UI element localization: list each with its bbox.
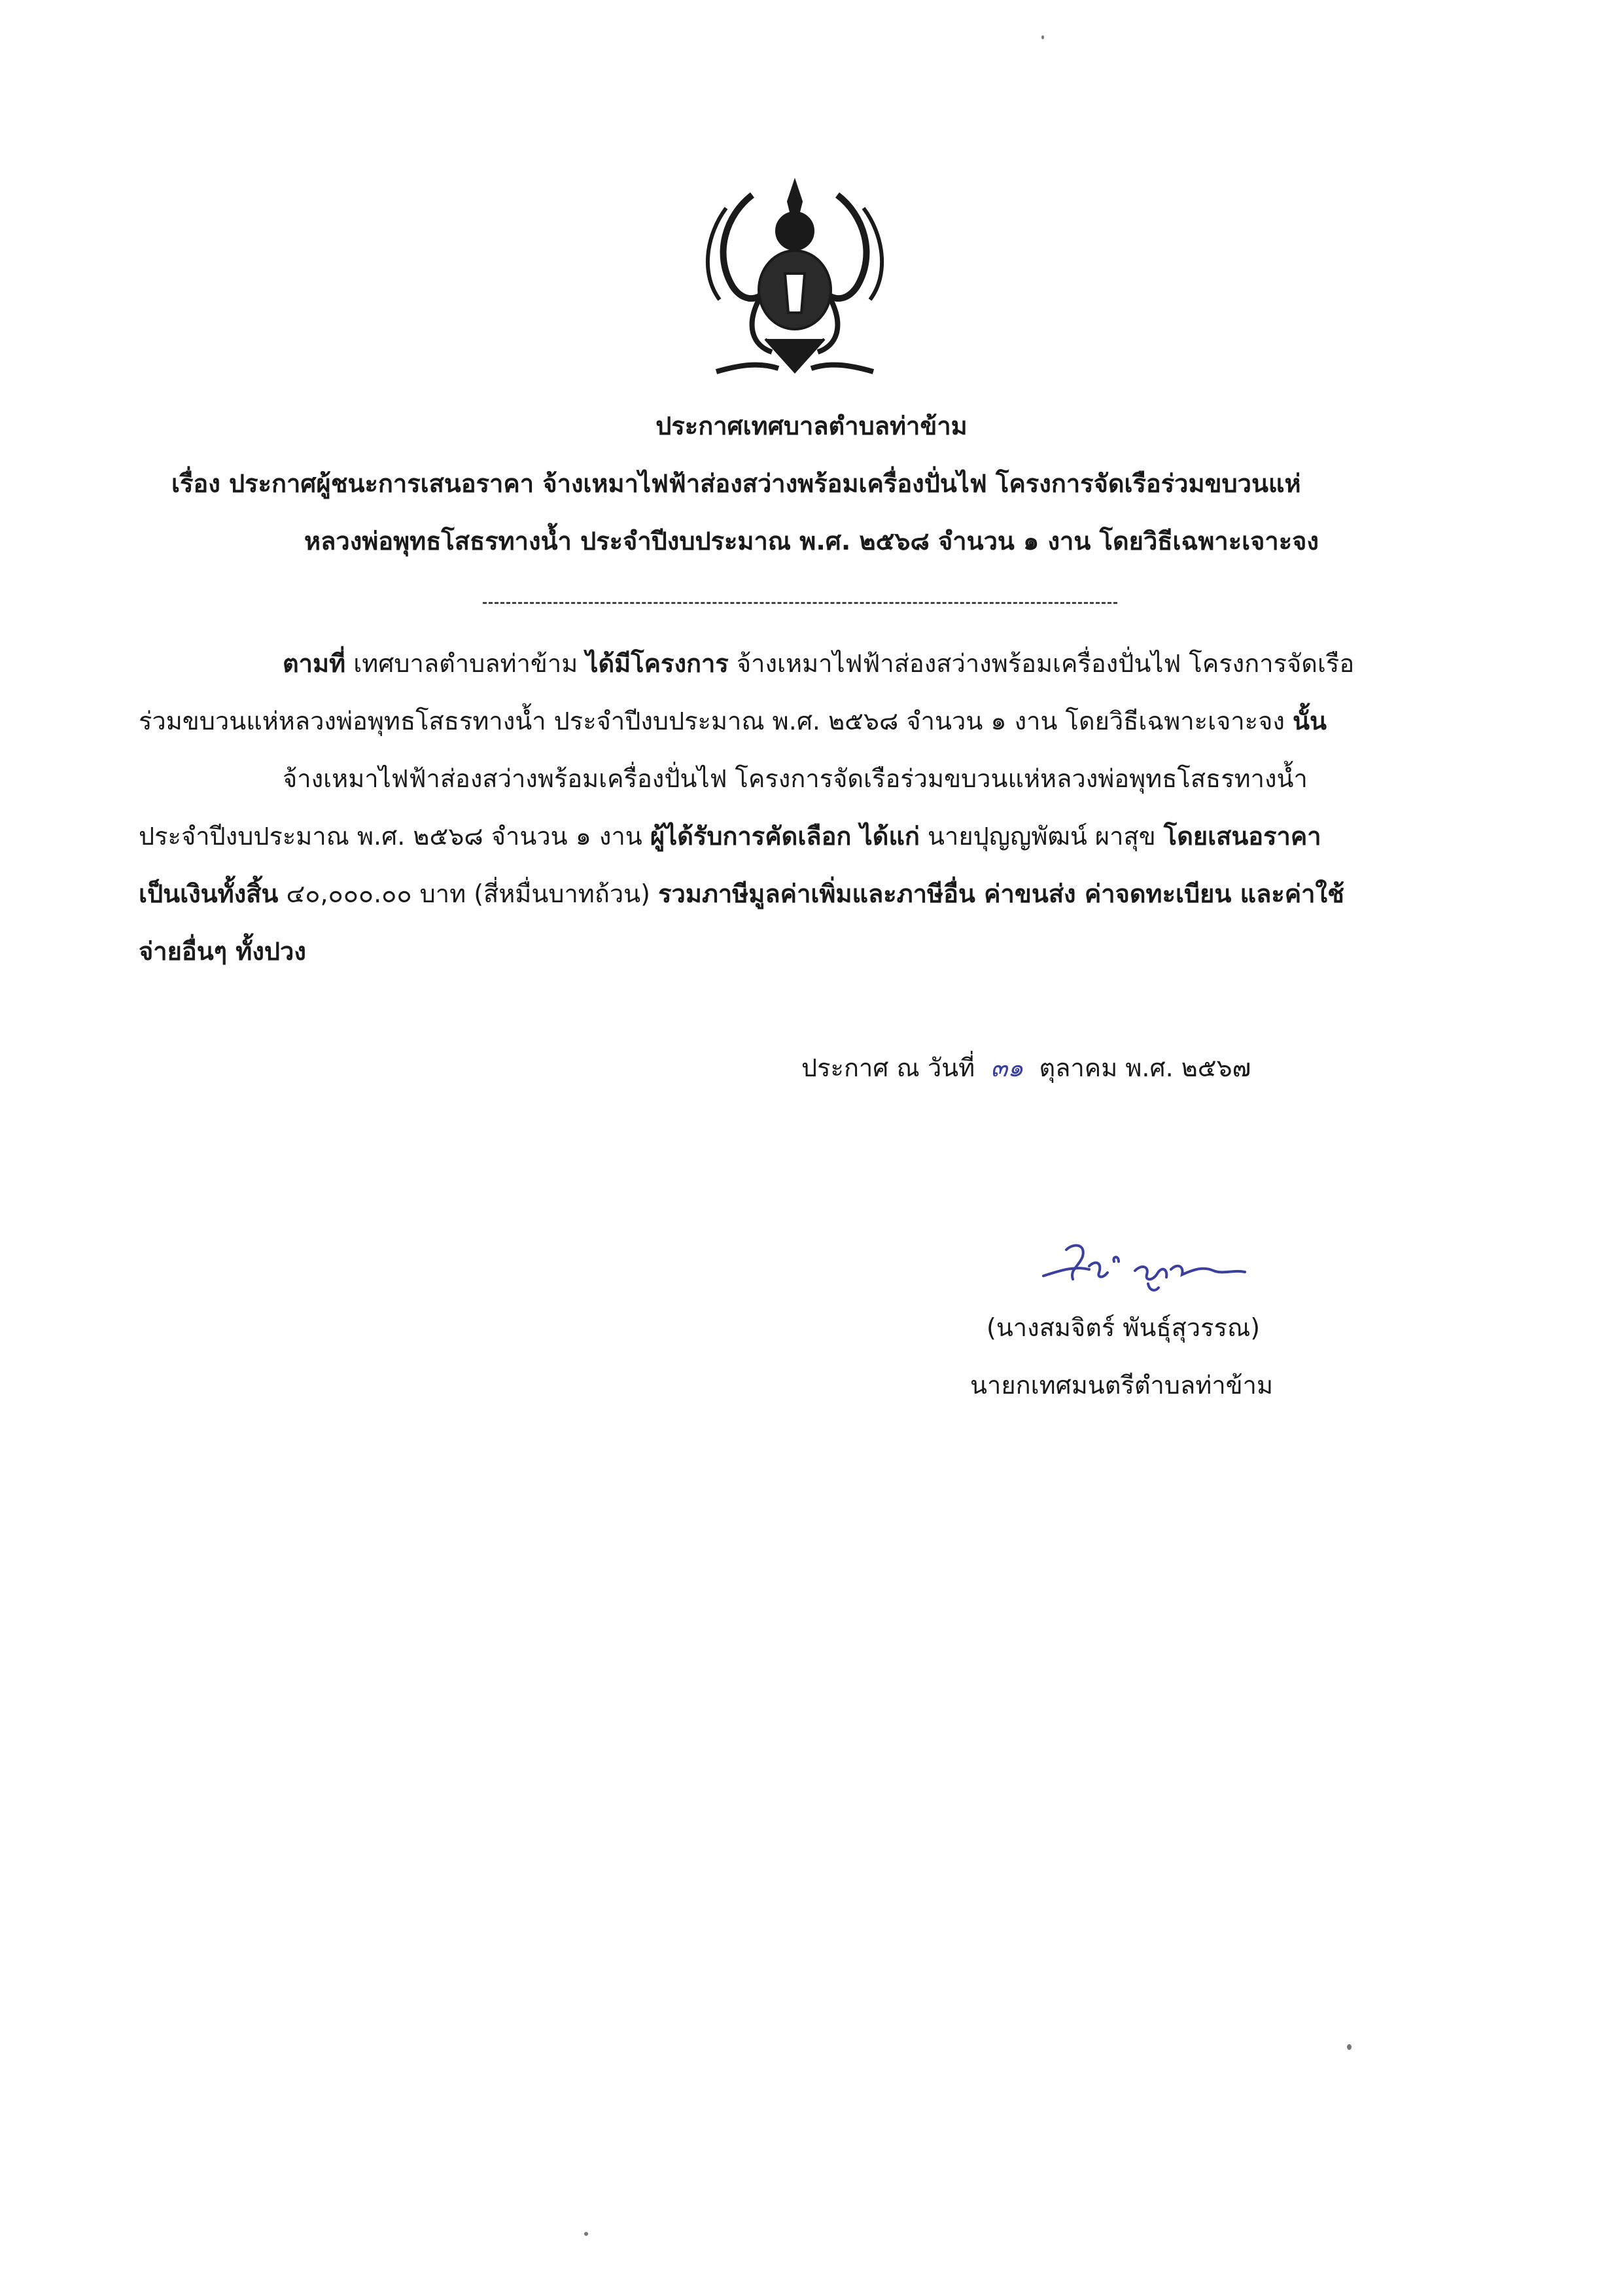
scan-speck xyxy=(1041,35,1044,39)
date-day: ๓๑ xyxy=(990,1053,1024,1082)
paragraph-1-line-1 xyxy=(283,651,1354,676)
scan-speck xyxy=(584,2232,588,2236)
announcement-date xyxy=(801,1055,1251,1080)
tax-inclusion-text: รวมภาษีมูลค่าเพิ่มและภาษีอื่น ค่าขนส่ง ค่าจดทะเบียน และค่าใช้ xyxy=(658,879,1344,908)
that-label: นั้น xyxy=(1293,707,1327,735)
organisation-name: เทศบาลตำบลท่าข้าม xyxy=(353,649,578,678)
paragraph-2-line-4: จ่ายอื่นๆ ทั้งปวง xyxy=(139,937,306,966)
selected-bidder-name: นายปุญญพัฒน์ ผาสุข xyxy=(928,822,1156,851)
subject-label: เรื่อง xyxy=(171,469,220,498)
subject-line-1 xyxy=(171,471,1301,496)
scan-speck xyxy=(1347,2044,1352,2050)
subject-text-1: ประกาศผู้ชนะการเสนอราคา จ้างเหมาไฟฟ้าส่องสว่างพร้อมเครื่องปั่นไฟ โครงการจัดเรือร่วมขบวนแห่ xyxy=(229,469,1301,498)
paragraph-2-line-2 xyxy=(139,824,1321,849)
date-month-year: ตุลาคม พ.ศ. ๒๕๖๗ xyxy=(1039,1053,1251,1082)
project-text-1: จ้างเหมาไฟฟ้าส่องสว่างพร้อมเครื่องปั่นไฟ โครงการจัดเรือ xyxy=(736,649,1355,678)
handwritten-signature xyxy=(1037,1230,1259,1302)
selected-bidder-label: ผู้ได้รับการคัดเลือก ได้แก่ xyxy=(650,822,920,851)
date-prefix: ประกาศ ณ วันที่ xyxy=(801,1053,975,1082)
paragraph-2-line-1: จ้างเหมาไฟฟ้าส่องสว่างพร้อมเครื่องปั่นไฟ โครงการจัดเรือร่วมขบวนแห่หลวงพ่อพุทธโสธรทางน้ำ xyxy=(283,764,1308,793)
header-divider xyxy=(483,602,1117,604)
total-amount-value: ๔๐,๐๐๐.๐๐ บาท (สี่หมื่นบาทถ้วน) xyxy=(286,879,650,908)
offered-price-label: โดยเสนอราคา xyxy=(1163,822,1321,851)
paragraph-1-line-2 xyxy=(139,709,1327,733)
total-amount-label: เป็นเงินทั้งสิ้น xyxy=(139,879,279,908)
fiscal-year-text: ประจำปีงบประมาณ พ.ศ. ๒๕๖๘ จำนวน ๑ งาน xyxy=(139,822,642,851)
signatory-position: นายกเทศมนตรีตำบลท่าข้าม xyxy=(970,1371,1274,1400)
has-project-label: ได้มีโครงการ xyxy=(585,649,729,678)
announcement-title: ประกาศเทศบาลตำบลท่าข้าม xyxy=(655,412,968,440)
garuda-emblem-icon xyxy=(687,175,903,385)
signatory-name: (นางสมจิตร์ พันธุ์สุวรรณ) xyxy=(986,1313,1261,1342)
paragraph-2-line-3 xyxy=(139,881,1344,906)
project-text-2: ร่วมขบวนแห่หลวงพ่อพุทธโสธรทางน้ำ ประจำปีงบประมาณ พ.ศ. ๒๕๖๘ จำนวน ๑ งาน โดยวิธีเฉพาะเจาะจง xyxy=(139,707,1285,735)
subject-line-2: หลวงพ่อพุทธโสธรทางน้ำ ประจำปีงบประมาณ พ.ศ. ๒๕๖๘ จำนวน ๑ งาน โดยวิธีเฉพาะเจาะจง xyxy=(304,527,1319,556)
as-per-label: ตามที่ xyxy=(283,649,346,678)
